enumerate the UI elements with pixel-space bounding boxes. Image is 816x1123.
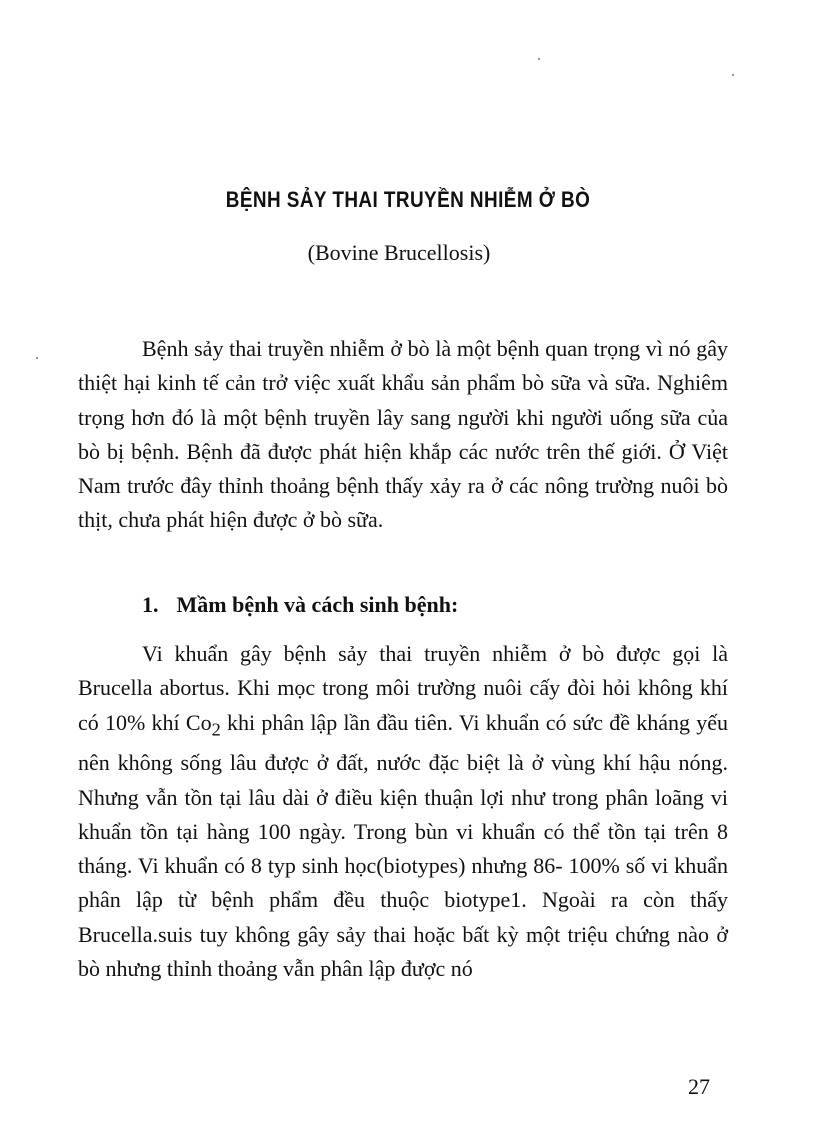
intro-paragraph: Bệnh sảy thai truyền nhiễm ở bò là một bệnh quan trọng vì nó gây thiệt hại kinh tế cản trở việc xuất khẩu sản phẩm bò sữa và sữa. Nghiêm trọng hơn đó là một bệnh truyền lây sang người khi người uống sữa của bò bị bệnh. Bệnh đã được phát hiện khắp các nước trên thế giới. Ở Việt Nam trước đây thỉnh thoảng bệnh thấy xảy ra ở các nông trường nuôi bò thịt, chưa phát hiện được ở bò sữa. (78, 336, 728, 533)
scan-speck (36, 357, 38, 359)
section-number: 1. (142, 592, 159, 617)
section-paragraph (78, 637, 728, 986)
scan-speck (732, 74, 734, 76)
chapter-subtitle: (Bovine Brucellosis) (307, 240, 491, 265)
section-heading (142, 590, 458, 620)
chapter-title: BỆNH SẢY THAI TRUYỀN NHIỄM Ở BÒ (225, 187, 591, 212)
co2-subscript: 2 (211, 718, 221, 739)
page-number: 27 (688, 1074, 710, 1099)
scan-speck (538, 58, 540, 60)
paragraph-text-part-1: Vi khuẩn gây bệnh sảy thai truyền nhiễm ở bò được gọi là Brucella abortus. Khi mọc trong môi trường nuôi cấy đòi hỏi không khí có 10% khí Co (78, 641, 728, 735)
paragraph-text-part-2: khi phân lập lần đầu tiên. Vi khuẩn có sức đề kháng yếu nên không sống lâu được ở đất, nước đặc biệt là ở vùng khí hậu nóng. Nhưng vẫn tồn tại lâu dài ở điều kiện thuận lợi như trong phân loãng vi khuẩn tồn tại hàng 100 ngày. Trong bùn vi khuẩn có thể tồn tại trên 8 tháng. Vi khuẩn có 8 typ sinh học(biotypes) nhưng 86- 100% số vi khuẩn phân lập từ bệnh phẩm đều thuộc biotype1. Ngoài ra còn thấy Brucella.suis tuy không gây sảy thai hoặc bất kỳ một triệu chứng nào ở bò nhưng thỉnh thoảng vẫn phân lập được nó (78, 709, 728, 982)
section-heading-text: Mầm bệnh và cách sinh bệnh: (176, 592, 459, 617)
